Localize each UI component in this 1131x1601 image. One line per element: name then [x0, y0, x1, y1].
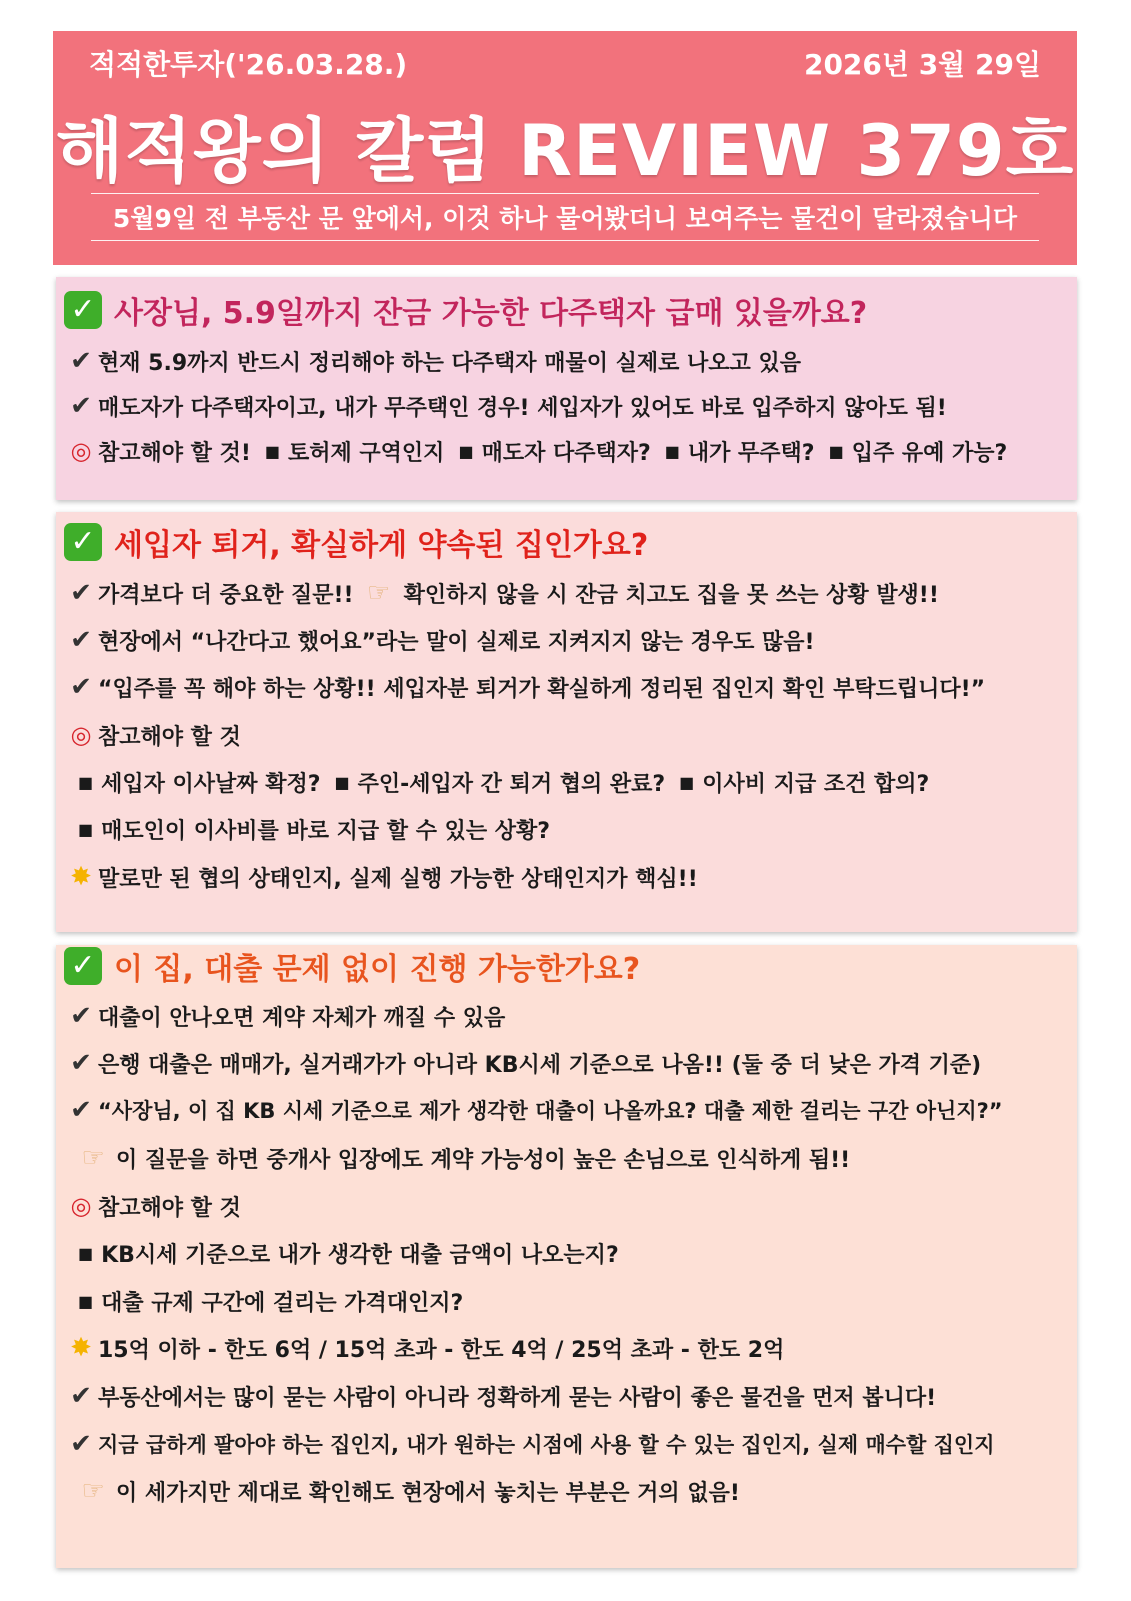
reference-item: 토허제 구역인지 [288, 440, 445, 466]
black-square-icon: ■ [78, 819, 94, 839]
key-point-text: 15억 이하 - 한도 6억 / 15억 초과 - 한도 4억 / 25억 초과 - 한도 2억 [98, 1337, 785, 1363]
list-item-text: 은행 대출은 매매가, 실거래가가 아니라 KB시세 기준으로 나옴!! (둘 중 더 낮은 가격 기준) [98, 1052, 982, 1078]
black-square-icon: ■ [679, 772, 695, 792]
check-mark-icon: ✔ [70, 346, 92, 376]
check-mark-icon: ✔ [70, 1381, 92, 1411]
reference-item: 매도자 다주택자? [481, 440, 651, 466]
section-title [64, 289, 867, 331]
key-point-row [64, 1330, 784, 1366]
reference-row [64, 717, 241, 753]
list-item-text: 현재 5.9까지 반드시 정리해야 하는 다주택자 매물이 실제로 나오고 있음 [98, 350, 801, 376]
check-mark-icon: ✔ [70, 1001, 92, 1031]
check-mark-icon: ✔ [70, 1095, 92, 1125]
pointing-hand-icon: ☞ [366, 578, 391, 608]
reference-item: 내가 무주택? [687, 440, 815, 466]
black-square-icon: ■ [78, 1243, 94, 1263]
target-icon: ◎ [70, 721, 92, 749]
list-item-text: 대출이 안나오면 계약 자체가 깨질 수 있음 [98, 1005, 506, 1031]
list-item-text: 지금 급하게 팔아야 하는 집인지, 내가 원하는 시점에 사용 할 수 있는 집인지, 실제 매수할 집인지 [98, 1433, 995, 1457]
key-point-text: 말로만 된 협의 상태인지, 실제 실행 가능한 상태인지가 핵심!! [98, 866, 698, 892]
subtitle-text: 5월9일 전 부동산 문 앞에서, 이것 하나 물어봤더니 보여주는 물건이 달라졌습니다 [112, 204, 1018, 233]
reference-item: KB시세 기준으로 내가 생각한 대출 금액이 나오는지? [101, 1242, 619, 1268]
check-box-icon: ✓ [64, 947, 102, 985]
black-square-icon: ■ [664, 441, 680, 461]
pointing-hand-icon: ☞ [81, 1476, 105, 1506]
list-item-text: 현장에서 “나간다고 했어요”라는 말이 실제로 지켜지지 않는 경우도 많음! [98, 629, 815, 655]
check-box-icon: ✓ [64, 523, 102, 561]
list-item [64, 1378, 936, 1414]
header-top-row [89, 45, 1041, 81]
reference-list [64, 811, 550, 847]
point-row [76, 1140, 850, 1176]
point-text: 이 질문을 하면 중개사 입장에도 계약 가능성이 높은 손님으로 인식하게 됨!! [116, 1147, 851, 1173]
list-item-text: 가격보다 더 중요한 질문!! [98, 582, 354, 608]
section-title-text: 이 집, 대출 문제 없이 진행 가능한가요? [114, 952, 641, 987]
target-icon: ◎ [70, 1192, 92, 1220]
list-item [64, 388, 947, 424]
list-item [64, 575, 939, 611]
reference-item: 입주 유예 가능? [851, 440, 1008, 466]
black-square-icon: ■ [264, 441, 280, 461]
check-mark-icon: ✔ [70, 1048, 92, 1078]
section-title-text: 사장님, 5.9일까지 잔금 가능한 다주택자 급매 있을까요? [114, 296, 868, 331]
section-card-loan-check [56, 945, 1077, 1568]
black-square-icon: ■ [828, 441, 844, 461]
target-icon: ◎ [70, 437, 92, 465]
glowing-star-icon: ✸ [70, 1333, 92, 1363]
pointing-hand-icon: ☞ [81, 1143, 105, 1173]
section-title [64, 945, 640, 987]
key-point-row [64, 859, 698, 895]
section-card-tenant-move-out [56, 512, 1077, 932]
check-mark-icon: ✔ [70, 1429, 92, 1459]
list-item-text: 매도자가 다주택자이고, 내가 무주택인 경우! 세입자가 있어도 바로 입주하지 않아도 됨! [98, 395, 947, 421]
reference-list [64, 1235, 619, 1271]
list-item [64, 669, 985, 705]
list-item [64, 343, 801, 379]
reference-row [64, 433, 1007, 469]
check-mark-icon: ✔ [70, 391, 92, 421]
list-item-text: “입주를 꼭 해야 하는 상황!! 세입자분 퇴거가 확실하게 정리된 집인지 확인 부탁드립니다!” [98, 676, 986, 702]
reference-item: 세입자 이사날짜 확정? [101, 771, 321, 797]
header-banner [53, 31, 1077, 265]
glowing-star-icon: ✸ [70, 862, 92, 892]
list-item [64, 622, 815, 658]
reference-list [64, 764, 929, 800]
page-title: 해적왕의 칼럼 REVIEW 379호 [55, 110, 1075, 192]
list-item-text: 확인하지 않을 시 잔금 치고도 집을 못 쓰는 상황 발생!! [403, 582, 939, 608]
issue-date: 2026년 3월 29일 [803, 48, 1041, 81]
list-item [64, 998, 505, 1034]
source-label: 적적한투자('26.03.28.) [89, 48, 408, 81]
list-item [64, 1426, 995, 1462]
check-mark-icon: ✔ [70, 625, 92, 655]
reference-item: 이사비 지급 조건 합의? [702, 771, 930, 797]
check-box-icon: ✓ [64, 291, 102, 329]
black-square-icon: ■ [334, 772, 350, 792]
list-item-text: “사장님, 이 집 KB 시세 기준으로 제가 생각한 대출이 나올까요? 대출 제한 걸리는 구간 아닌지?” [98, 1099, 1003, 1123]
black-square-icon: ■ [458, 441, 474, 461]
list-item-text: 부동산에서는 많이 묻는 사람이 아니라 정확하게 묻는 사람이 좋은 물건을 먼저 봅니다! [98, 1385, 937, 1411]
check-mark-icon: ✔ [70, 578, 92, 608]
reference-label: 참고해야 할 것! [98, 440, 251, 466]
reference-label: 참고해야 할 것 [98, 724, 241, 750]
check-mark-icon: ✔ [70, 672, 92, 702]
section-title [64, 521, 648, 563]
page-subtitle [91, 193, 1039, 241]
point-text: 이 세가지만 제대로 확인해도 현장에서 놓치는 부분은 거의 없음! [116, 1480, 740, 1506]
section-card-multi-home-seller [56, 277, 1077, 500]
list-item [64, 1045, 981, 1081]
section-title-text: 세입자 퇴거, 확실하게 약속된 집인가요? [114, 528, 649, 563]
reference-item: 대출 규제 구간에 걸리는 가격대인지? [101, 1290, 464, 1316]
reference-label: 참고해야 할 것 [98, 1195, 241, 1221]
reference-list [64, 1283, 463, 1319]
point-row [76, 1473, 740, 1509]
black-square-icon: ■ [78, 772, 94, 792]
black-square-icon: ■ [78, 1291, 94, 1311]
reference-item: 매도인이 이사비를 바로 지급 할 수 있는 상황? [101, 818, 551, 844]
reference-item: 주인-세입자 간 퇴거 협의 완료? [357, 771, 666, 797]
reference-row [64, 1188, 241, 1224]
list-item [64, 1092, 1003, 1128]
